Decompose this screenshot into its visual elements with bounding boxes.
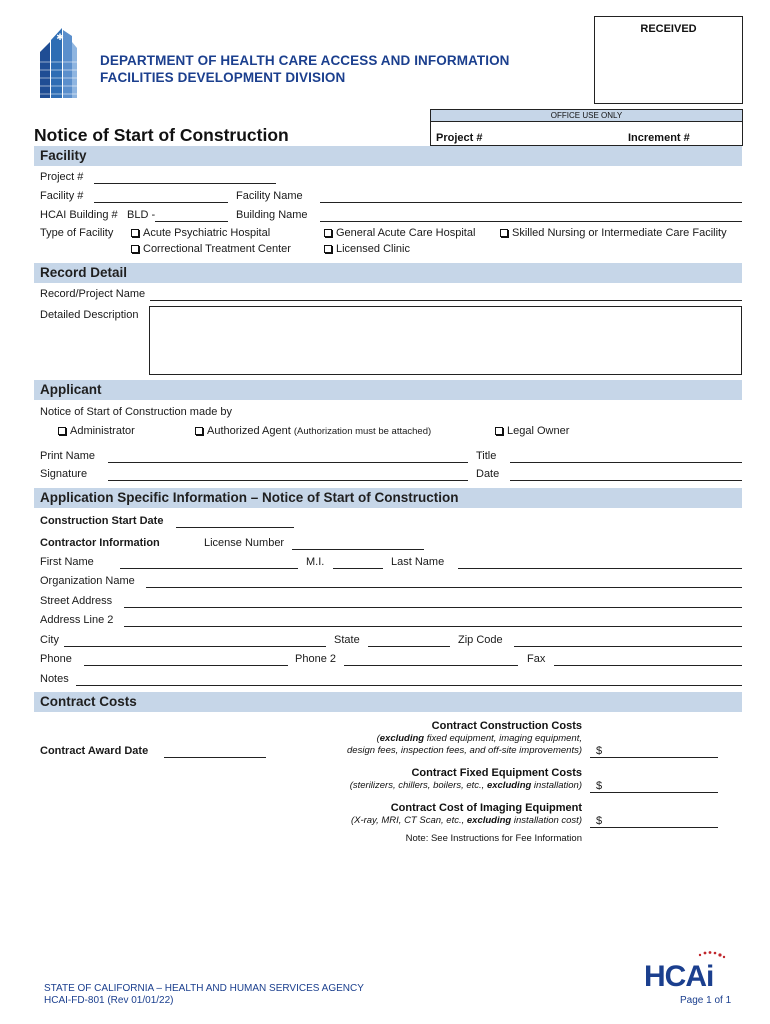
first-name-label: First Name	[40, 556, 94, 568]
facility-number-label: Facility #	[40, 190, 84, 202]
imaging-equipment-field[interactable]	[590, 827, 718, 828]
application-section-band	[34, 488, 742, 508]
city-label: City	[40, 634, 59, 646]
application-heading: Application Specific Information – Notice of Start of Construction	[40, 490, 459, 505]
license-number-field[interactable]	[292, 549, 424, 550]
imaging-equipment-note: (X-ray, MRI, CT Scan, etc., excluding installation cost)	[350, 815, 582, 826]
construction-costs-title: Contract Construction Costs	[431, 720, 582, 732]
organization-name-field[interactable]	[146, 587, 742, 588]
phone2-label: Phone 2	[295, 653, 336, 665]
applicant-section-band	[34, 380, 742, 400]
zip-code-field[interactable]	[514, 646, 742, 647]
fax-label: Fax	[527, 653, 546, 665]
contractor-info-label: Contractor Information	[40, 537, 160, 549]
facility-project-label: Project #	[40, 171, 84, 183]
construction-costs-note1: (excluding fixed equipment, imaging equipment,	[376, 733, 582, 744]
print-name-field[interactable]	[108, 462, 468, 463]
type-general-acute-checkbox[interactable]: General Acute Care Hospital	[324, 227, 475, 239]
fax-field[interactable]	[554, 665, 742, 666]
applicant-heading: Applicant	[40, 382, 102, 397]
fixed-equipment-field[interactable]	[590, 792, 718, 793]
office-increment-label: Increment #	[628, 132, 690, 144]
phone2-field[interactable]	[344, 665, 518, 666]
facility-section-band	[34, 146, 742, 166]
signature-label: Signature	[40, 468, 88, 480]
record-name-label: Record/Project Name	[40, 288, 146, 300]
form-title: Notice of Start of Construction	[34, 125, 289, 145]
construction-costs-field[interactable]	[590, 757, 718, 758]
date-field[interactable]	[510, 480, 742, 481]
signature-field[interactable]	[108, 480, 468, 481]
office-use-box	[430, 109, 743, 146]
phone-field[interactable]	[84, 665, 288, 666]
zip-code-label: Zip Code	[458, 634, 503, 646]
building-name-label: Building Name	[236, 209, 308, 221]
license-number-label: License Number	[204, 537, 285, 549]
type-acute-psychiatric-checkbox[interactable]: Acute Psychiatric Hospital	[131, 227, 270, 239]
facility-name-label: Facility Name	[236, 190, 303, 202]
building-name-field[interactable]	[320, 221, 742, 222]
street-address-label: Street Address	[40, 595, 113, 607]
type-licensed-clinic-checkbox[interactable]: Licensed Clinic	[324, 243, 410, 255]
page-number: Page 1 of 1	[680, 995, 732, 1006]
fixed-equipment-note: (sterilizers, chillers, boilers, etc., excluding installation)	[349, 780, 582, 791]
detailed-description-label: Detailed Description	[40, 309, 139, 321]
first-name-field[interactable]	[120, 568, 298, 569]
facility-number-field[interactable]	[94, 202, 228, 203]
fee-instructions-note: Note: See Instructions for Fee Information	[405, 833, 582, 844]
form-number: HCAI-FD-801 (Rev 01/01/22)	[44, 995, 174, 1006]
construction-costs-note2: design fees, inspection fees, and off-site improvements)	[347, 745, 582, 756]
svg-text:HCAi: HCAi	[644, 960, 714, 990]
start-date-field[interactable]	[176, 527, 294, 528]
fixed-equipment-title: Contract Fixed Equipment Costs	[411, 767, 582, 779]
mi-label: M.I.	[306, 556, 325, 568]
received-label: RECEIVED	[640, 23, 697, 35]
building-number-field[interactable]	[155, 221, 228, 222]
authorized-agent-checkbox[interactable]: Authorized Agent (Authorization must be attached)	[195, 425, 431, 437]
contract-award-date-field[interactable]	[164, 757, 266, 758]
record-name-field[interactable]	[150, 300, 742, 301]
made-by-label: Notice of Start of Construction made by	[40, 406, 232, 418]
address-line2-field[interactable]	[124, 626, 742, 627]
start-date-label: Construction Start Date	[40, 515, 164, 527]
costs-heading: Contract Costs	[40, 694, 137, 709]
print-name-label: Print Name	[40, 450, 96, 462]
hcai-logo	[644, 950, 734, 990]
organization-name-label: Organization Name	[40, 575, 135, 587]
street-address-field[interactable]	[124, 607, 742, 608]
title-label: Title	[476, 450, 497, 462]
department-logo	[36, 22, 78, 100]
fixed-dollar-sign: $	[596, 780, 603, 792]
facility-heading: Facility	[40, 148, 87, 163]
administrator-checkbox[interactable]: Administrator	[58, 425, 135, 437]
city-field[interactable]	[64, 646, 326, 647]
notes-field[interactable]	[76, 685, 742, 686]
imaging-dollar-sign: $	[596, 815, 603, 827]
facility-type-label: Type of Facility	[40, 227, 114, 239]
division-name: FACILITIES DEVELOPMENT DIVISION	[100, 70, 346, 85]
agency-name: STATE OF CALIFORNIA – HEALTH AND HUMAN SERVICES AGENCY	[44, 983, 364, 994]
office-use-label: OFFICE USE ONLY	[550, 111, 623, 120]
type-correctional-checkbox[interactable]: Correctional Treatment Center	[131, 243, 291, 255]
costs-section-band	[34, 692, 742, 712]
record-section-band	[34, 263, 742, 283]
state-label: State	[334, 634, 360, 646]
construction-dollar-sign: $	[596, 745, 603, 757]
office-project-label: Project #	[436, 132, 483, 144]
building-prefix: BLD -	[127, 209, 156, 221]
last-name-label: Last Name	[391, 556, 445, 568]
building-number-label: HCAI Building #	[40, 209, 118, 221]
svg-text:✱: ✱	[56, 32, 64, 42]
received-stamp-box	[594, 16, 743, 104]
department-name: DEPARTMENT OF HEALTH CARE ACCESS AND INFORMATION	[100, 53, 510, 68]
address-line2-label: Address Line 2	[40, 614, 114, 626]
detailed-description-field[interactable]	[149, 306, 742, 375]
notes-label: Notes	[40, 673, 69, 685]
state-field[interactable]	[368, 646, 450, 647]
mi-field[interactable]	[333, 568, 383, 569]
facility-project-field[interactable]	[94, 183, 276, 184]
contract-award-date-label: Contract Award Date	[40, 745, 149, 757]
last-name-field[interactable]	[458, 568, 742, 569]
record-heading: Record Detail	[40, 265, 128, 280]
imaging-equipment-title: Contract Cost of Imaging Equipment	[390, 802, 582, 814]
date-label: Date	[476, 468, 500, 480]
facility-name-field[interactable]	[320, 202, 742, 203]
type-skilled-nursing-checkbox[interactable]: Skilled Nursing or Intermediate Care Facility	[500, 227, 727, 239]
legal-owner-checkbox[interactable]: Legal Owner	[495, 425, 569, 437]
phone-label: Phone	[40, 653, 72, 665]
title-field[interactable]	[510, 462, 742, 463]
